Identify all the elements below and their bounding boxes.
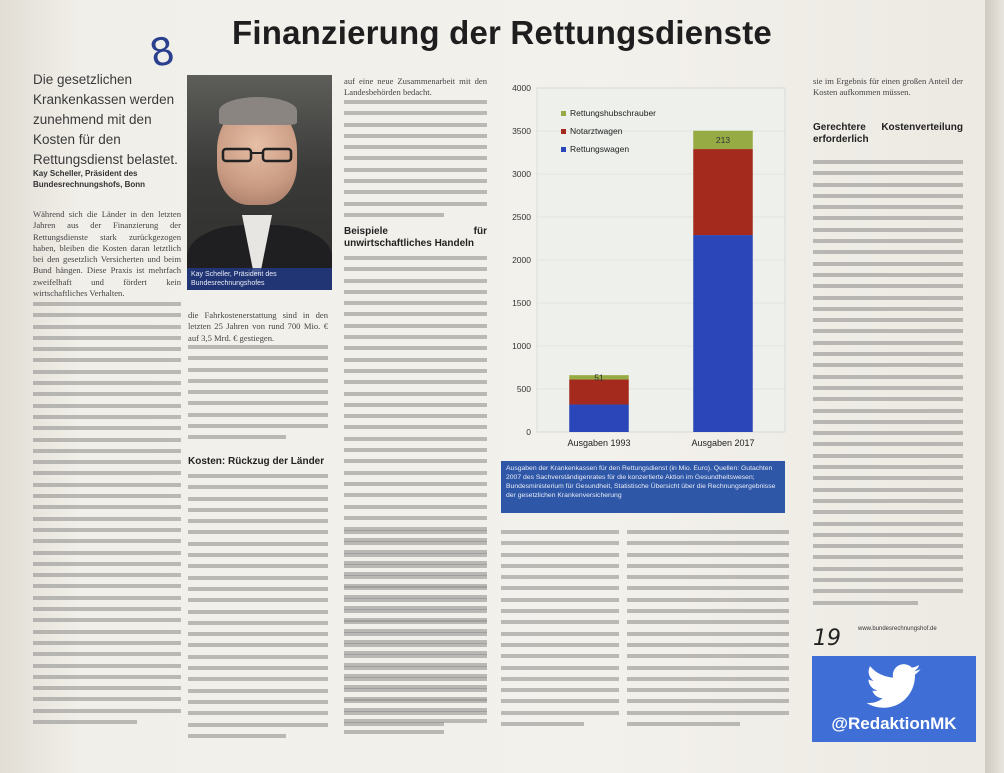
- text-column-2: [188, 310, 328, 344]
- chart-legend-label: Notarztwagen: [570, 126, 623, 136]
- photo-hair: [219, 97, 297, 125]
- col3-heading-wrap: [344, 218, 487, 254]
- chart-data-label: 51: [594, 372, 604, 383]
- article-intro: Die gesetzlichen Krankenkassen werden zunehmend mit den Kosten für den Rettungsdienst belastet.: [33, 72, 178, 167]
- col6-heading-wrap: [813, 114, 963, 150]
- col6-text-lines: [813, 160, 963, 612]
- col2-paragraph: die Fahrkostenerstattung sind in den letzten 25 Jahren von rund 700 Mio. € auf 3,5 Mrd. € gestiegen.: [188, 310, 328, 343]
- col2-heading: Kosten: Rückzug der Länder: [188, 456, 325, 467]
- col6-paragraph: sie im Ergebnis für einen großen Anteil der Kosten aufkommen müssen.: [813, 76, 963, 98]
- chart-bar-notarztwagen-1: [569, 380, 629, 405]
- col6-heading: Gerechtere Kostenverteilung erforderlich: [813, 122, 963, 145]
- col4-text-lines: [501, 530, 619, 733]
- website-link[interactable]: www.bundesrechnungshof.de: [858, 626, 937, 632]
- chart-bar-notarztwagen-2: [693, 149, 753, 235]
- page-number: 19: [813, 626, 841, 651]
- chart-legend-label: Rettungshubschrauber: [570, 108, 657, 118]
- photo-glasses: [221, 147, 293, 163]
- handwritten-mark: 8: [145, 27, 179, 77]
- article-title: Finanzierung der Rettungsdienste: [232, 14, 772, 51]
- col3-heading: Beispiele für unwirtschaftliches Handeln: [344, 226, 487, 249]
- col2-heading-wrap: [188, 448, 328, 472]
- col2-text-lines-b: [188, 474, 328, 745]
- chart-y-tick-label: 3000: [512, 169, 531, 179]
- chart-y-tick-label: 1500: [512, 298, 531, 308]
- chart-y-tick-label: 2000: [512, 255, 531, 265]
- chart-y-tick-label: 500: [516, 384, 531, 394]
- col3-paragraph: auf eine neue Zusammenarbeit mit den Landesbehörden bedacht.: [344, 76, 487, 98]
- chart-y-tick-label: 3500: [512, 126, 531, 136]
- col1-paragraph: Während sich die Länder in den letzten Jahren aus der Finanzierung der Rettungsdienste stark zurückgezogen haben, bleiben die Kosten daran letztlich bei den gesetzlich Versicherten und beim Bund hängen. Diese Praxis ist mehrfach zweifelhaft und fördert kein wirtschaftliches Verhalten.: [33, 209, 181, 299]
- chart-x-tick-label: Ausgaben 2017: [691, 438, 755, 448]
- col2-text-lines-a: [188, 345, 328, 447]
- text-column-1: [33, 209, 181, 299]
- twitter-box[interactable]: [812, 656, 976, 742]
- col1-text-lines: [33, 302, 181, 731]
- chart-y-tick-labels: [512, 83, 531, 437]
- col3-text-lines-a: [344, 100, 487, 224]
- chart-bar-rettungswagen-1: [569, 404, 629, 432]
- page-fold-shadow: [985, 0, 1004, 773]
- expenditure-chart: [495, 80, 791, 456]
- chart-caption: Ausgaben der Krankenkassen für den Rettungsdienst (in Mio. Euro). Quellen: Gutachten 2007 des Sachverständigenrates für die konzertierte Aktion im Gesundheitswesen; Bundesministerium für Gesundheit, Statistische Übersicht über die Rechnungsergebnisse der gesetzlichen Krankenversicherung: [501, 461, 785, 513]
- chart-legend-label: Rettungswagen: [570, 144, 630, 154]
- chart-x-tick-label: Ausgaben 1993: [567, 438, 631, 448]
- twitter-handle: @RedaktionMK: [831, 714, 957, 733]
- chart-y-tick-label: 4000: [512, 83, 531, 93]
- chart-y-tick-label: 0: [526, 427, 531, 437]
- photo-caption: Kay Scheller, Präsident des Bundesrechnungshofes: [187, 268, 332, 290]
- chart-data-label: 213: [715, 134, 731, 145]
- chart-y-tick-label: 1000: [512, 341, 531, 351]
- author-photo: [187, 75, 332, 290]
- article-byline: Kay Scheller, Präsident des Bundesrechnungshofs, Bonn: [33, 169, 145, 189]
- chart-bar-rettungswagen-2: [693, 235, 753, 432]
- chart-legend-swatch: [561, 147, 566, 152]
- chart-legend-swatch: [561, 129, 566, 134]
- chart-y-tick-label: 2500: [512, 212, 531, 222]
- chart-legend-swatch: [561, 111, 566, 116]
- chart-x-tick-labels: [567, 438, 754, 448]
- twitter-bird-icon: [866, 664, 922, 710]
- text-column-6: [813, 76, 963, 99]
- col5-text-lines: [627, 530, 789, 733]
- text-column-3: [344, 76, 487, 99]
- col3-text-lines-c: [344, 530, 487, 733]
